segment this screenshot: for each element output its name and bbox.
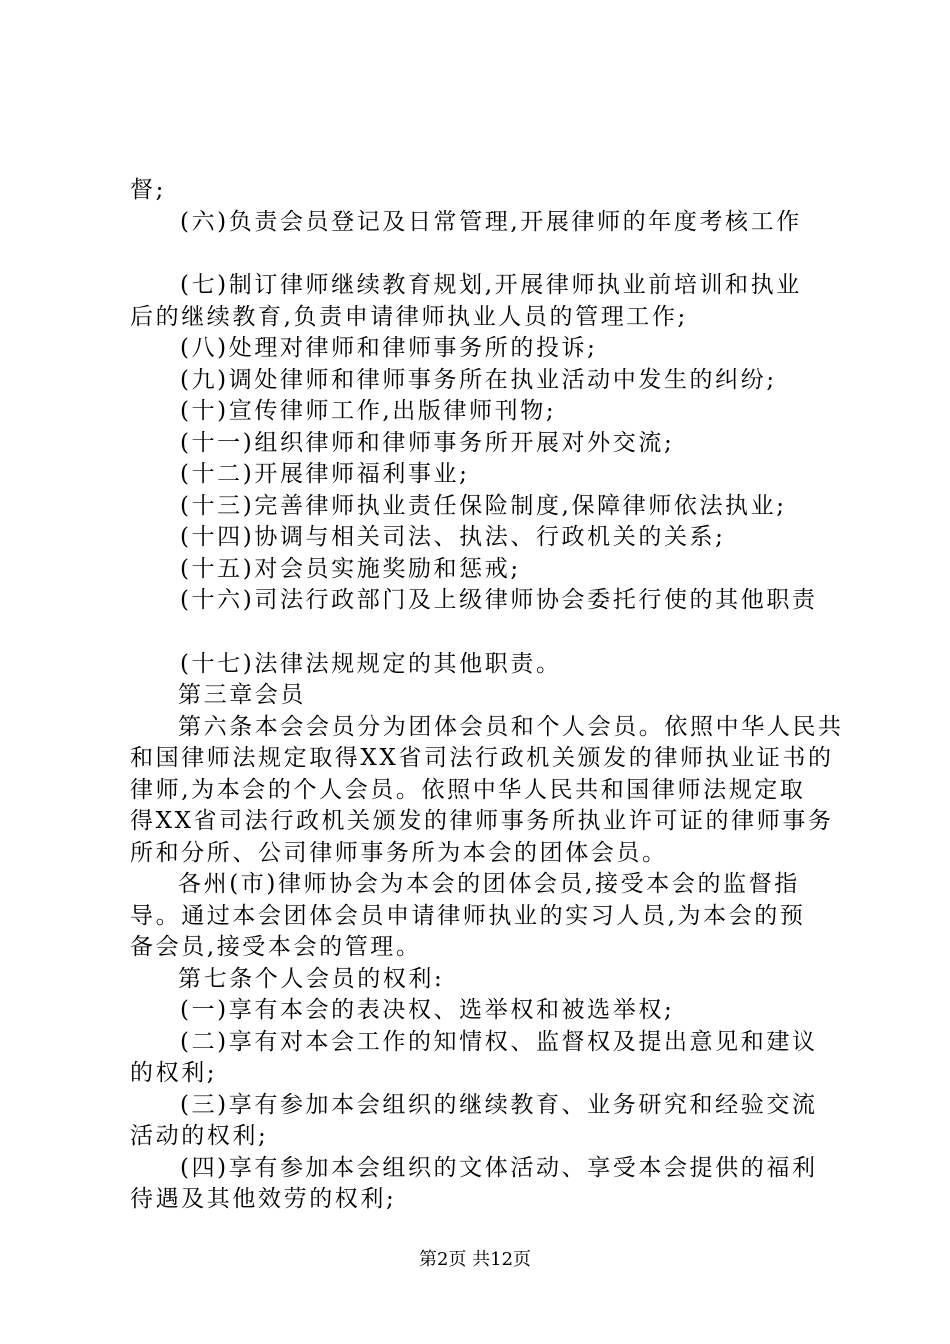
text-line: (一)享有本会的表决权、选举权和被选举权; xyxy=(180,997,675,1023)
text-line: (十一)组织律师和律师事务所开展对外交流; xyxy=(180,429,675,456)
text-line: (十五)对会员实施奖励和惩戒; xyxy=(180,555,521,582)
document-body xyxy=(130,175,844,1216)
text-line: 律师,为本会的个人会员。依照中华人民共和国律师法规定取 xyxy=(130,776,806,803)
text-line: 活动的权利; xyxy=(130,1123,269,1149)
text-line: (十二)开展律师福利事业; xyxy=(180,461,470,487)
text-line: 督; xyxy=(130,177,166,203)
text-line: (六)负责会员登记及日常管理,开展律师的年度考核工作 xyxy=(180,208,802,235)
text-line: (十三)完善律师执业责任保险制度,保障律师依法执业; xyxy=(180,492,787,519)
text-line: 各州(市)律师协会为本会的团体会员,接受本会的监督指 xyxy=(178,871,800,897)
text-line: (九)调处律师和律师事务所在执业活动中发生的纠纷; xyxy=(180,366,777,393)
text-line: (七)制订律师继续教育规划,开展律师执业前培训和执业 xyxy=(180,272,802,298)
text-line: 的权利; xyxy=(130,1060,218,1086)
text-line: (十六)司法行政部门及上级律师协会委托行使的其他职责 xyxy=(180,587,818,613)
text-line: 第六条本会会员分为团体会员和个人会员。依照中华人民共 xyxy=(178,713,844,740)
text-line: 得XX省司法行政机关颁发的律师事务所执业许可证的律师事务 xyxy=(130,808,834,834)
text-line: 和国律师法规定取得XX省司法行政机关颁发的律师执业证书的 xyxy=(130,745,834,771)
text-line: (八)处理对律师和律师事务所的投诉; xyxy=(180,335,598,361)
text-line: 导。通过本会团体会员申请律师执业的实习人员,为本会的预 xyxy=(130,902,806,929)
text-line: (四)享有参加本会组织的文体活动、享受本会提供的福利 xyxy=(180,1154,818,1181)
text-line: 备会员,接受本会的管理。 xyxy=(130,934,422,960)
text-line: 第七条个人会员的权利: xyxy=(178,965,445,992)
text-line: 所和分所、公司律师事务所为本会的团体会员。 xyxy=(130,839,668,866)
text-line: (三)享有参加本会组织的继续教育、业务研究和经验交流 xyxy=(180,1091,818,1118)
chapter-heading: 第三章会员 xyxy=(178,682,306,708)
text-line: (十)宣传律师工作,出版律师刊物; xyxy=(180,398,557,424)
text-line: (十七)法律法规规定的其他职责。 xyxy=(180,650,562,677)
text-line: (十四)协调与相关司法、执法、行政机关的关系; xyxy=(180,524,726,550)
page-number: 第2页 共12页 xyxy=(418,1249,532,1270)
text-line: (二)享有对本会工作的知情权、监督权及提出意见和建议 xyxy=(180,1028,818,1055)
text-line: 后的继续教育,负责申请律师执业人员的管理工作; xyxy=(130,303,688,330)
text-line: 待遇及其他效劳的权利; xyxy=(130,1186,397,1212)
